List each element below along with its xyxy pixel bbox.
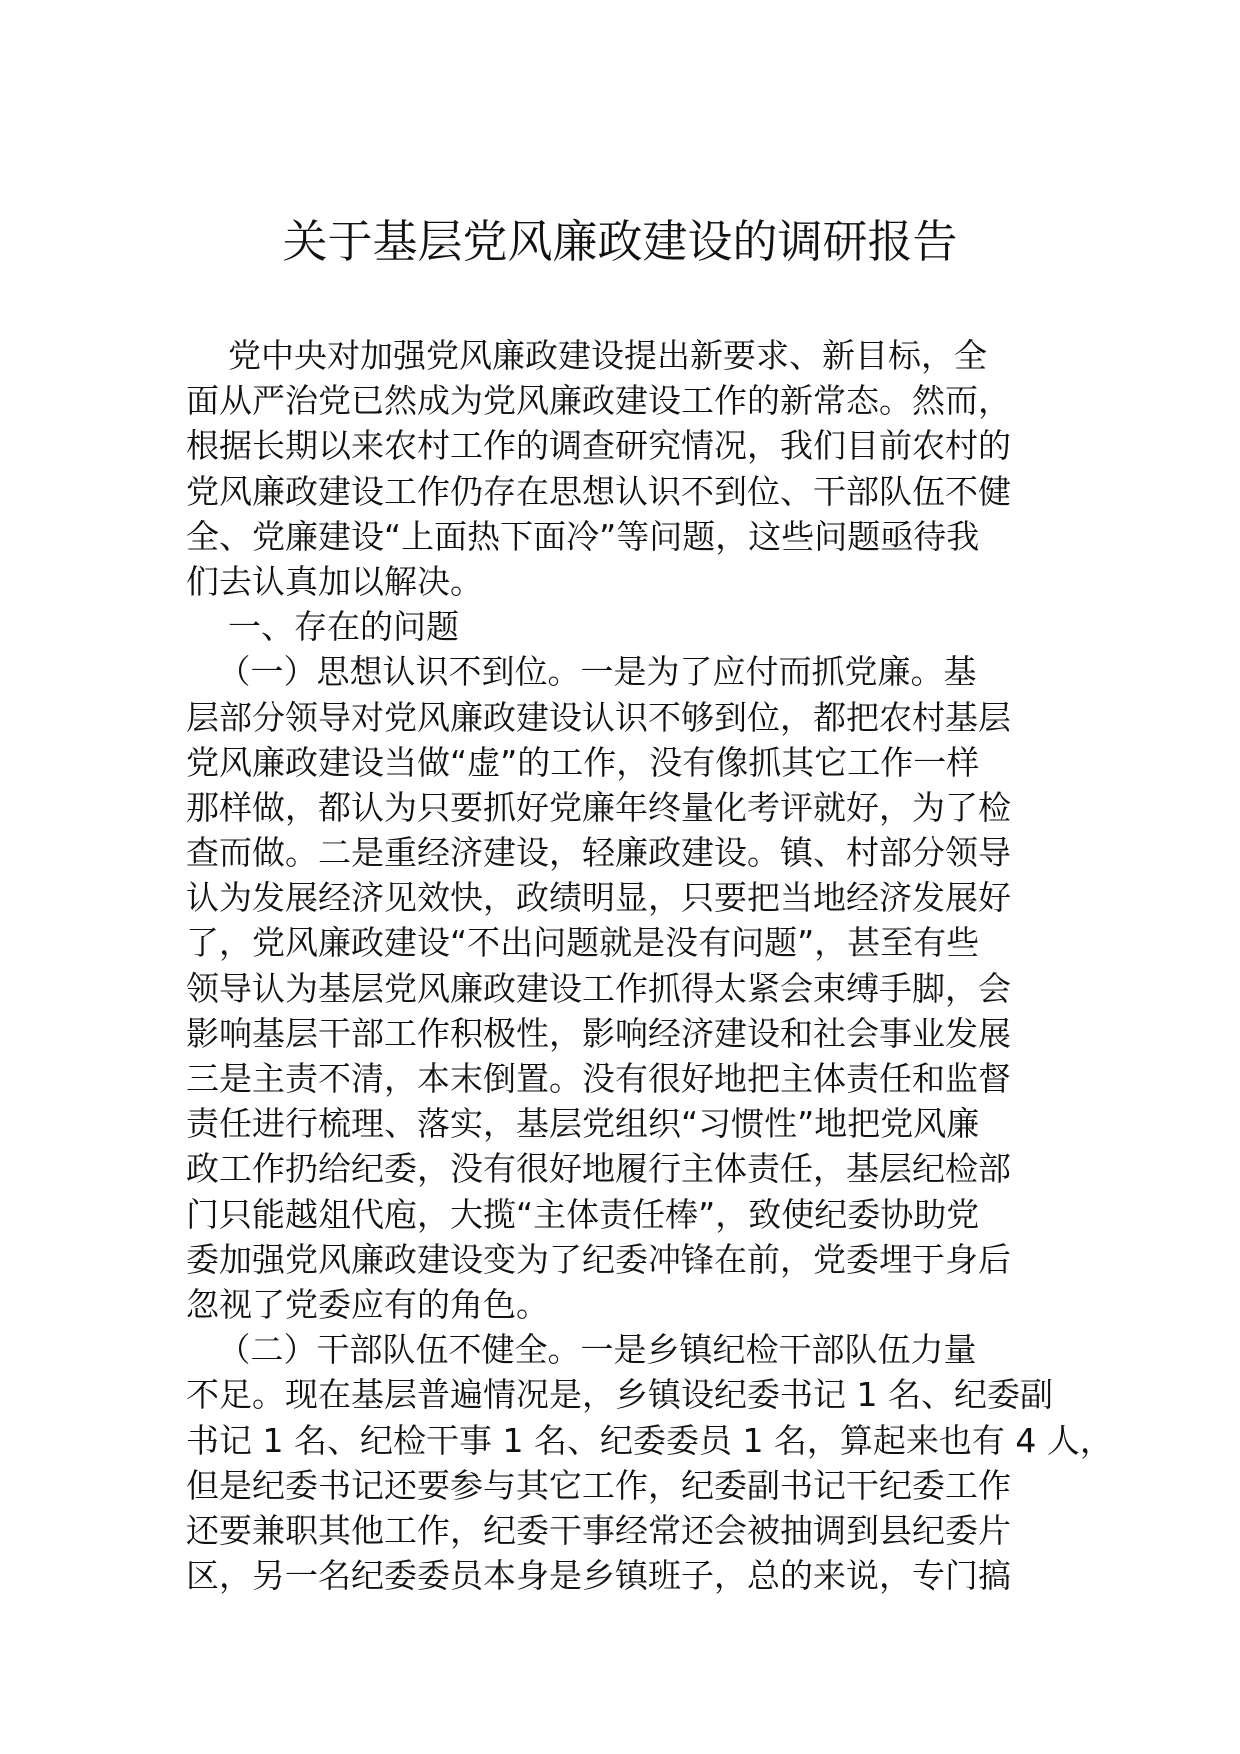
body-line: 区，另一名纪委委员本身是乡镇班子，总的来说，专门搞: [186, 1556, 1011, 1596]
document-title: 关于基层党风廉政建设的调研报告: [282, 215, 958, 268]
body-line: 政工作扔给纪委，没有很好地履行主体责任，基层纪检部: [186, 1149, 1011, 1189]
body-line: 忽视了党委应有的角色。: [186, 1284, 549, 1324]
body-line: 查而做。二是重经济建设，轻廉政建设。镇、村部分领导: [186, 833, 1011, 873]
body-line: 了，党风廉政建设“不出问题就是没有问题”，甚至有些: [186, 923, 980, 963]
body-line: 党中央对加强党风廉政建设提出新要求、新目标，全: [186, 336, 987, 375]
body-line: 那样做，都认为只要抓好党廉年终量化考评就好，为了检: [186, 787, 1011, 827]
body-line: 认为发展经济见效快，政绩明显，只要把当地经济发展好: [186, 878, 1011, 918]
body-line: 还要兼职其他工作，纪委干事经常还会被抽调到县纪委片: [186, 1510, 1011, 1550]
document-body: [186, 333, 1113, 1598]
body-line: 影响基层干部工作积极性，影响经济建设和社会事业发展: [186, 1013, 1011, 1053]
body-line: （一）思想认识不到位。一是为了应付而抓党廉。基: [186, 652, 977, 692]
body-line: 面从严治党已然成为党风廉政建设工作的新常态。然而，: [186, 381, 1011, 421]
body-line: 们去认真加以解决。: [186, 561, 483, 601]
body-line: 党风廉政建设当做“虚”的工作，没有像抓其它工作一样: [186, 742, 980, 782]
body-line: 委加强党风廉政建设变为了纪委冲锋在前，党委埋于身后: [186, 1239, 1011, 1279]
body-line: （二）干部队伍不健全。一是乡镇纪检干部队伍力量: [186, 1330, 977, 1370]
body-line: 门只能越俎代庖，大揽“主体责任棒”，致使纪委协助党: [186, 1194, 980, 1234]
body-line: 责任进行梳理、落实，基层党组织“习惯性”地把党风廉: [186, 1104, 980, 1144]
body-line: 根据长期以来农村工作的调查研究情况，我们目前农村的: [186, 426, 1011, 466]
body-line: 书记 1 名、纪检干事 1 名、纪委委员 1 名，算起来也有 4 人，: [186, 1420, 1113, 1460]
body-line: 但是纪委书记还要参与其它工作，纪委副书记干纪委工作: [186, 1465, 1011, 1505]
body-line: 党风廉政建设工作仍存在思想认识不到位、干部队伍不健: [186, 471, 1011, 511]
body-line: 不足。现在基层普遍情况是，乡镇设纪委书记 1 名、纪委副: [186, 1375, 1053, 1415]
body-line: 领导认为基层党风廉政建设工作抓得太紧会束缚手脚，会: [186, 968, 1011, 1008]
body-line: 层部分领导对党风廉政建设认识不够到位，都把农村基层: [186, 697, 1011, 737]
body-line: 全、党廉建设“上面热下面冷”等问题，这些问题亟待我: [186, 516, 980, 556]
body-line: 一、存在的问题: [186, 607, 459, 647]
body-line: 三是主责不清，本末倒置。没有很好地把主体责任和监督: [186, 1059, 1011, 1098]
